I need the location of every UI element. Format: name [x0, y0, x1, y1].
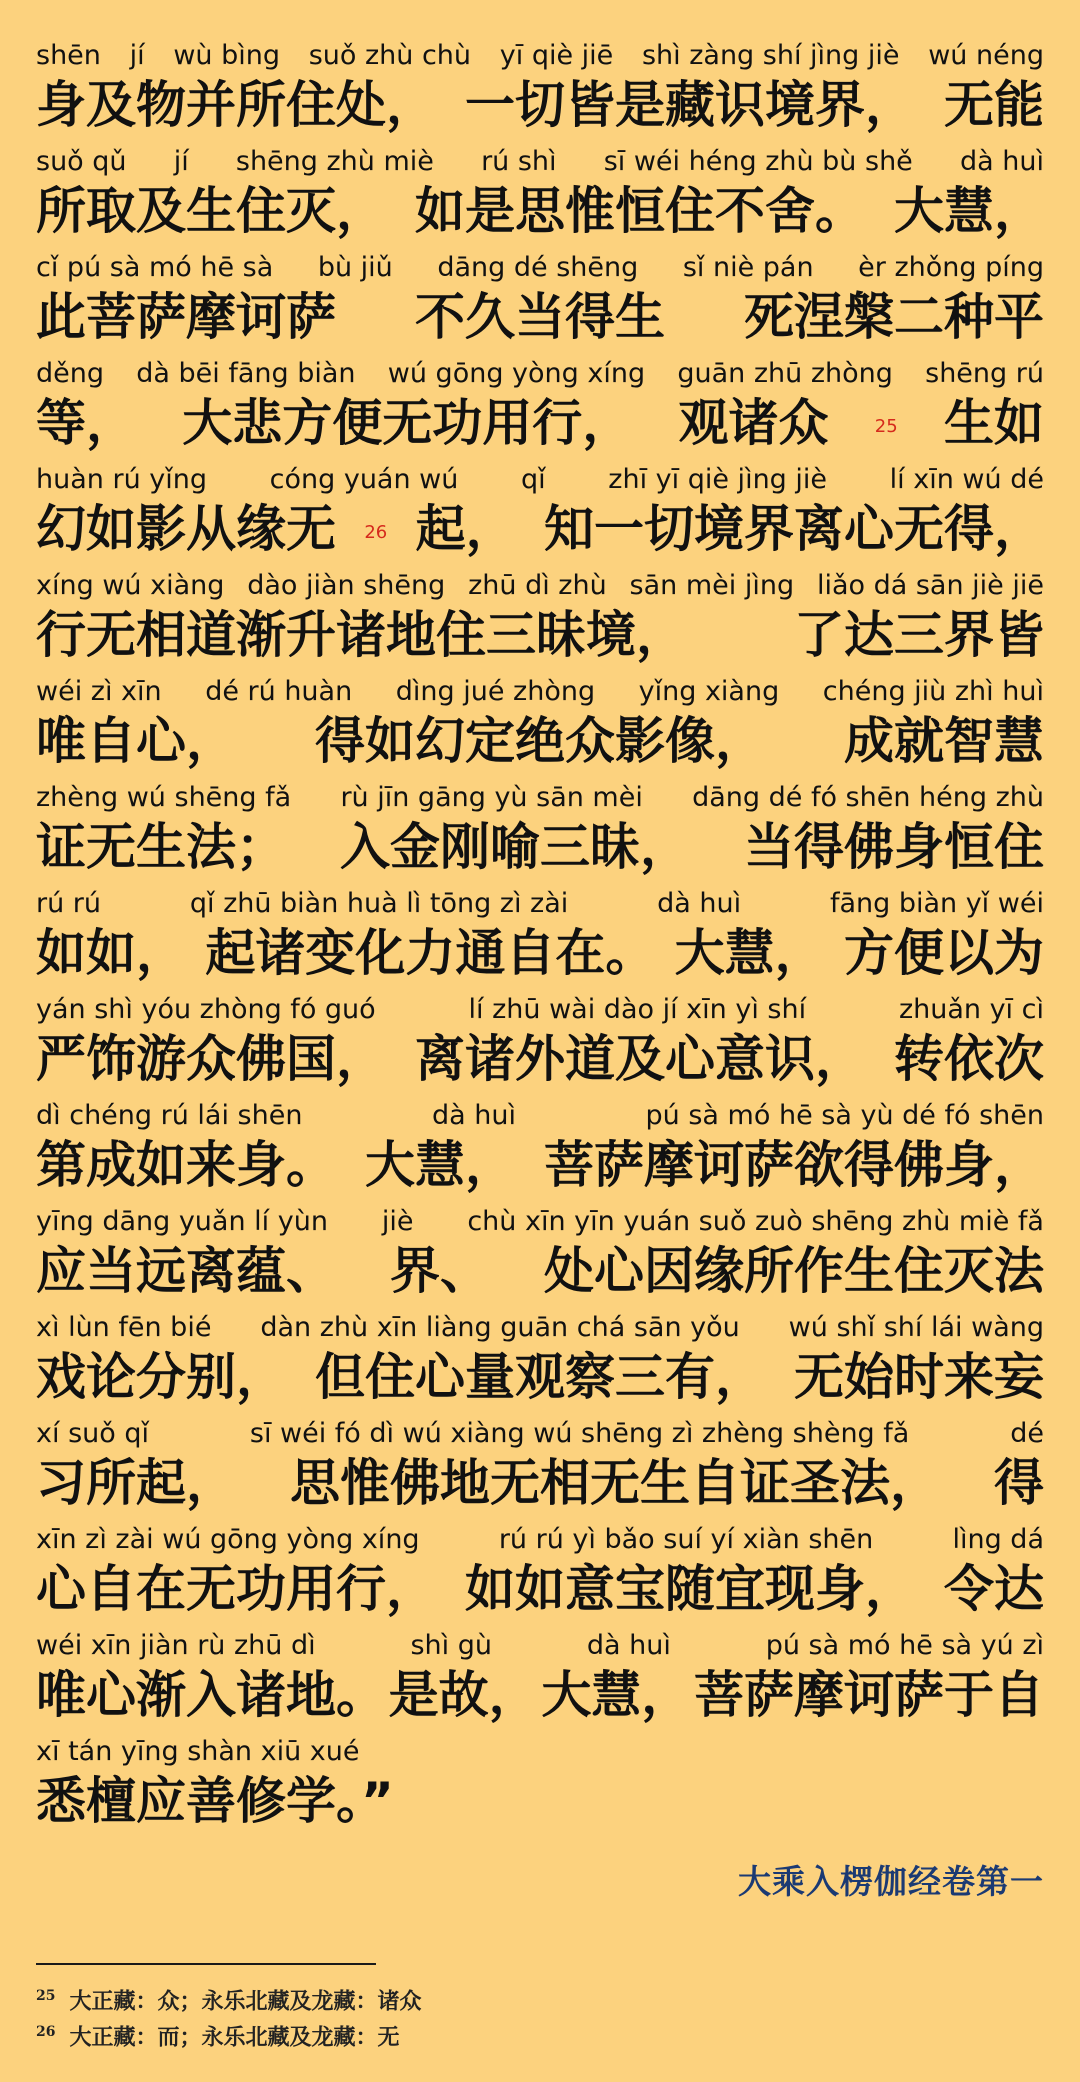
pinyin-group: jí	[173, 146, 189, 177]
hanzi-row	[36, 180, 1044, 242]
pinyin-group: shì zàng shí jìng jiè	[641, 40, 900, 71]
pinyin-group: bù jiǔ	[317, 252, 393, 283]
text-line	[36, 144, 1044, 250]
pinyin-group: sǐ niè pán	[682, 252, 814, 283]
hanzi-row	[36, 1664, 1044, 1726]
pinyin-row	[36, 568, 1044, 604]
hanzi-group: 证无生法；	[36, 818, 286, 876]
hanzi-group: 得	[994, 1454, 1044, 1512]
pinyin-row	[36, 1310, 1044, 1346]
hanzi-group: 方便以为	[843, 924, 1044, 982]
hanzi-row	[36, 1558, 1044, 1620]
pinyin-group: guān zhū zhòng	[677, 358, 893, 389]
pinyin-row	[36, 38, 1044, 74]
hanzi-group: 转依次	[894, 1030, 1044, 1088]
hanzi-row	[36, 498, 1044, 560]
text-line	[36, 674, 1044, 780]
footnote-text: 大正藏：众；永乐北藏及龙藏：诸众	[69, 1988, 422, 2015]
pinyin-row	[36, 674, 1044, 710]
hanzi-group: 但住心量观察三有，	[315, 1348, 765, 1406]
hanzi-row	[36, 1346, 1044, 1408]
pinyin-group: xíng wú xiàng	[36, 570, 225, 601]
hanzi-group: 了达三界皆	[794, 606, 1044, 664]
pinyin-group: dà huì	[586, 1630, 671, 1661]
hanzi-group: 知一切境界离心无得，	[543, 500, 1044, 558]
footnote-marker[interactable]: 25	[874, 416, 898, 437]
pinyin-row	[36, 1734, 1044, 1770]
pinyin-group: chéng jiù zhì huì	[822, 676, 1044, 707]
hanzi-group: 应当远离蕴、	[36, 1242, 336, 1300]
footnote-25	[36, 1978, 422, 2014]
hanzi-group: 身及物并所住处，	[36, 76, 436, 134]
scripture-text	[36, 38, 1044, 1840]
hanzi-group: 无始时来妄	[794, 1348, 1044, 1406]
pinyin-group: wú shǐ shí lái wàng	[788, 1312, 1044, 1343]
hanzi-row	[36, 710, 1044, 772]
hanzi-group: 唯心渐入诸地。	[36, 1666, 386, 1724]
hanzi-group: 大悲方便无功用行，	[182, 394, 633, 452]
pinyin-group: xì lùn fēn bié	[36, 1312, 212, 1343]
hanzi-group: 此菩萨摩诃萨	[36, 288, 336, 346]
pinyin-group: dāng dé fó shēn héng zhù	[692, 782, 1044, 813]
pinyin-group: dà huì	[432, 1100, 516, 1131]
text-line	[36, 1310, 1044, 1416]
pinyin-row	[36, 780, 1044, 816]
hanzi-row	[36, 1240, 1044, 1302]
text-line	[36, 568, 1044, 674]
footnotes	[36, 1978, 422, 2050]
pinyin-row	[36, 1522, 1044, 1558]
hanzi-row	[36, 74, 1044, 136]
pinyin-group: xīn zì zài wú gōng yòng xíng	[36, 1524, 420, 1555]
hanzi-group: 起诸变化力通自在。	[205, 924, 656, 982]
hanzi-group: 死涅槃二种平	[744, 288, 1044, 346]
pinyin-group: yǐng xiàng	[638, 676, 780, 707]
pinyin-group: huàn rú yǐng	[36, 464, 207, 495]
hanzi-group: 令达	[944, 1560, 1044, 1618]
pinyin-group: èr zhǒng píng	[858, 252, 1044, 283]
text-line	[36, 1628, 1044, 1734]
pinyin-group: rú rú	[36, 888, 102, 919]
hanzi-group: 心自在无功用行，	[36, 1560, 436, 1618]
pinyin-group: sī wéi fó dì wú xiàng wú shēng zì zhèng shèng fǎ	[249, 1418, 910, 1449]
pinyin-group: liǎo dá sān jiè jiē	[816, 570, 1044, 601]
pinyin-group: zhū dì zhù	[468, 570, 607, 601]
text-line	[36, 1204, 1044, 1310]
hanzi-group: 幻如影从缘无	[36, 500, 336, 558]
text-line	[36, 1416, 1044, 1522]
pinyin-group: zhī yī qiè jìng jiè	[608, 464, 828, 495]
text-line	[36, 1522, 1044, 1628]
pinyin-group: dào jiàn shēng	[247, 570, 446, 601]
hanzi-group: 菩萨摩诃萨于自	[693, 1666, 1044, 1724]
pinyin-row	[36, 462, 1044, 498]
pinyin-group: dé rú huàn	[205, 676, 353, 707]
pinyin-group: dāng dé shēng	[437, 252, 639, 283]
hanzi-group: 思惟佛地无相无生自证圣法，	[290, 1454, 940, 1512]
pinyin-group: xī tán yīng shàn xiū xué	[36, 1736, 360, 1767]
pinyin-row	[36, 886, 1044, 922]
text-line	[36, 462, 1044, 568]
hanzi-row	[36, 1028, 1044, 1090]
footnote-divider	[36, 1963, 376, 1965]
footnote-text: 大正藏：而；永乐北藏及龙藏：无	[69, 2024, 400, 2051]
hanzi-group: 大慧，	[894, 182, 1044, 240]
pinyin-group: jí	[129, 40, 145, 71]
pinyin-group: dé	[1010, 1418, 1044, 1449]
text-line	[36, 992, 1044, 1098]
hanzi-group: 习所起，	[36, 1454, 236, 1512]
pinyin-group: shēn	[36, 40, 101, 71]
pinyin-group: wú néng	[928, 40, 1044, 71]
hanzi-group: 不久当得生	[415, 288, 665, 346]
hanzi-group: 得如幻定绝众影像，	[315, 712, 765, 770]
pinyin-group: dì chéng rú lái shēn	[36, 1100, 303, 1131]
pinyin-group: zhuǎn yī cì	[898, 994, 1044, 1025]
pinyin-group: suǒ qǔ	[36, 146, 127, 177]
hanzi-group: 悉檀应善修学。”	[36, 1772, 394, 1830]
pinyin-group: chù xīn yīn yuán suǒ zuò shēng zhù miè fǎ	[467, 1206, 1044, 1237]
pinyin-group: qǐ	[521, 464, 546, 495]
text-line	[36, 886, 1044, 992]
pinyin-row	[36, 356, 1044, 392]
pinyin-row	[36, 144, 1044, 180]
pinyin-group: sān mèi jìng	[629, 570, 795, 601]
footnote-number: 26	[36, 2024, 56, 2040]
pinyin-group: yán shì yóu zhòng fó guó	[36, 994, 376, 1025]
hanzi-group: 等，	[36, 394, 136, 452]
pinyin-group: rú rú yì bǎo suí yí xiàn shēn	[498, 1524, 874, 1555]
hanzi-group: 如如意宝随宜现身，	[465, 1560, 915, 1618]
hanzi-group: 当得佛身恒住	[744, 818, 1044, 876]
text-line	[36, 780, 1044, 886]
pinyin-group: dà bēi fāng biàn	[136, 358, 356, 389]
hanzi-group: 严饰游众佛国，	[36, 1030, 386, 1088]
hanzi-group: 如如，	[36, 924, 186, 982]
hanzi-row	[36, 392, 1044, 454]
hanzi-group: 大慧，	[674, 924, 825, 982]
pinyin-group: sī wéi héng zhù bù shě	[603, 146, 913, 177]
pinyin-group: shēng zhù miè	[235, 146, 434, 177]
pinyin-group: wù bìng	[173, 40, 280, 71]
pinyin-group: yī qiè jiē	[499, 40, 614, 71]
hanzi-group: 界、	[390, 1242, 490, 1300]
hanzi-group: 戏论分别，	[36, 1348, 286, 1406]
pinyin-group: dìng jué zhòng	[395, 676, 596, 707]
pinyin-group: yīng dāng yuǎn lí yùn	[36, 1206, 328, 1237]
text-line	[36, 250, 1044, 356]
hanzi-row	[36, 604, 1044, 666]
text-line	[36, 1734, 1044, 1840]
hanzi-group: 成就智慧	[844, 712, 1044, 770]
hanzi-group: 如是思惟恒住不舍。	[415, 182, 865, 240]
pinyin-group: jiè	[381, 1206, 414, 1237]
hanzi-group: 菩萨摩诃萨欲得佛身，	[544, 1136, 1044, 1194]
hanzi-group: 观诸众	[678, 394, 829, 452]
pinyin-row	[36, 1098, 1044, 1134]
pinyin-group: rú shì	[481, 146, 557, 177]
pinyin-group: shēng rú	[925, 358, 1044, 389]
pinyin-group: dà huì	[959, 146, 1044, 177]
hanzi-row	[36, 816, 1044, 878]
hanzi-group: 生如	[943, 394, 1044, 452]
hanzi-group: 行无相道渐升诸地住三昧境，	[36, 606, 686, 664]
hanzi-row	[36, 1134, 1044, 1196]
hanzi-group: 是故，	[388, 1666, 539, 1724]
pinyin-row	[36, 250, 1044, 286]
hanzi-row	[36, 1452, 1044, 1514]
hanzi-group: 离诸外道及心意识，	[415, 1030, 865, 1088]
pinyin-group: lìng dá	[952, 1524, 1044, 1555]
text-line	[36, 1098, 1044, 1204]
pinyin-group: pú sà mó hē sà yù dé fó shēn	[645, 1100, 1044, 1131]
pinyin-group: děng	[36, 358, 105, 389]
pinyin-group: zhèng wú shēng fǎ	[36, 782, 292, 813]
hanzi-row	[36, 922, 1044, 984]
footnote-26	[36, 2014, 422, 2050]
pinyin-group: wéi xīn jiàn rù zhū dì	[36, 1630, 316, 1661]
pinyin-group: shì gù	[410, 1630, 492, 1661]
pinyin-group: suǒ zhù chù	[308, 40, 472, 71]
pinyin-row	[36, 992, 1044, 1028]
volume-title: 大乘入楞伽经卷第一	[738, 1862, 1044, 1901]
pinyin-group: wú gōng yòng xíng	[387, 358, 646, 389]
footnote-number: 25	[36, 1988, 56, 2004]
text-line	[36, 356, 1044, 462]
hanzi-group: 起，	[415, 500, 516, 558]
pinyin-group: dàn zhù xīn liàng guān chá sān yǒu	[260, 1312, 740, 1343]
text-line	[36, 38, 1044, 144]
pinyin-group: rù jīn gāng yù sān mèi	[340, 782, 643, 813]
pinyin-row	[36, 1416, 1044, 1452]
hanzi-row	[36, 1770, 1044, 1832]
pinyin-group: lí xīn wú dé	[889, 464, 1044, 495]
pinyin-group: qǐ zhū biàn huà lì tōng zì zài	[189, 888, 569, 919]
hanzi-group: 入金刚喻三昧，	[340, 818, 690, 876]
pinyin-group: wéi zì xīn	[36, 676, 162, 707]
pinyin-group: pú sà mó hē sà yú zì	[765, 1630, 1044, 1661]
hanzi-group: 唯自心，	[36, 712, 236, 770]
pinyin-row	[36, 1628, 1044, 1664]
hanzi-row	[36, 286, 1044, 348]
footnote-marker[interactable]: 26	[364, 522, 388, 543]
pinyin-group: cǐ pú sà mó hē sà	[36, 252, 274, 283]
hanzi-group: 第成如来身。	[36, 1136, 336, 1194]
pinyin-group: dà huì	[657, 888, 742, 919]
hanzi-group: 大慧，	[365, 1136, 515, 1194]
pinyin-group: lí zhū wài dào jí xīn yì shí	[468, 994, 807, 1025]
hanzi-group: 所取及生住灭，	[36, 182, 386, 240]
pinyin-row	[36, 1204, 1044, 1240]
hanzi-group: 处心因缘所作生住灭法	[544, 1242, 1044, 1300]
pinyin-group: xí suǒ qǐ	[36, 1418, 149, 1449]
hanzi-group: 大慧，	[541, 1666, 692, 1724]
hanzi-group: 一切皆是藏识境界，	[465, 76, 915, 134]
pinyin-group: fāng biàn yǐ wéi	[829, 888, 1044, 919]
pinyin-group: cóng yuán wú	[269, 464, 459, 495]
hanzi-group: 无能	[944, 76, 1044, 134]
